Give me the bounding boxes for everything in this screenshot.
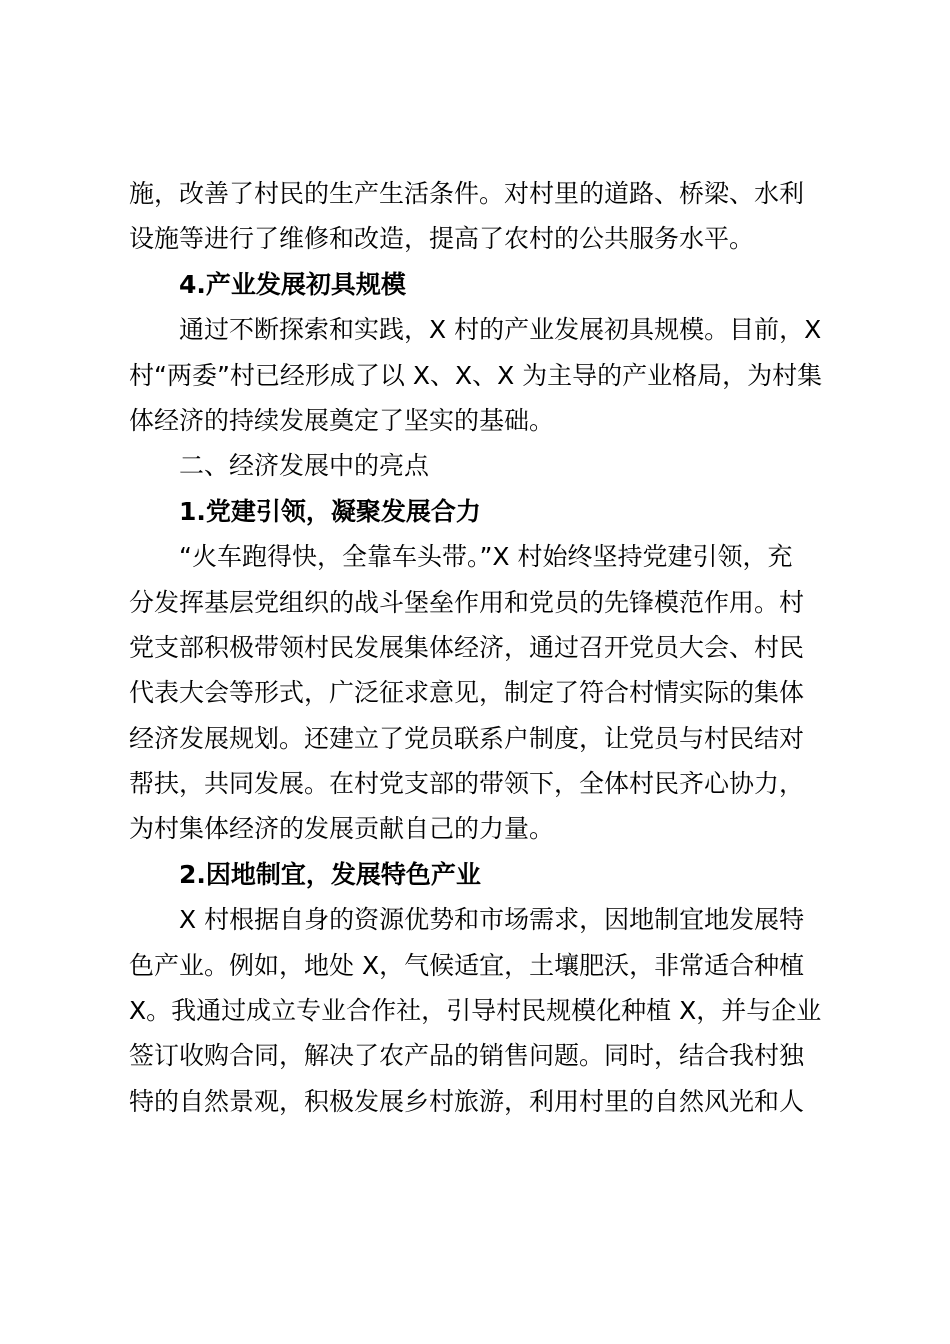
document-body bbox=[129, 171, 829, 1124]
body-line: 帮扶，共同发展。在村党支部的带领下，全体村民齐心协力， bbox=[129, 769, 805, 799]
body-line: 党支部积极带领村民发展集体经济，通过召开党员大会、村民 bbox=[129, 632, 805, 662]
body-line: 施，改善了村民的生产生活条件。对村里的道路、桥梁、水利 bbox=[129, 179, 805, 208]
paragraph-first-line: “火车跑得快，全靠车头带。”X 村始终坚持党建引领，充 bbox=[179, 542, 793, 572]
subheading: 1.党建引领，凝聚发展合力 bbox=[179, 496, 481, 526]
section-heading: 二、经济发展中的亮点 bbox=[179, 451, 430, 481]
body-line: 经济发展规划。还建立了党员联系户制度，让党员与村民结对 bbox=[129, 723, 805, 753]
subheading: 4.产业发展初具规模 bbox=[179, 269, 406, 299]
body-line: X。我通过成立专业合作社，引导村民规模化种植 X，并与企业 bbox=[129, 996, 822, 1026]
paragraph-first-line: 通过不断探索和实践，X 村的产业发展初具规模。目前，X bbox=[179, 315, 822, 345]
body-line: 签订收购合同，解决了农产品的销售问题。同时，结合我村独 bbox=[129, 1041, 805, 1071]
body-line: 为村集体经济的发展贡献自己的力量。 bbox=[129, 814, 555, 844]
subheading: 2.因地制宜，发展特色产业 bbox=[179, 859, 481, 889]
body-line: 代表大会等形式，广泛征求意见，制定了符合村情实际的集体 bbox=[129, 678, 805, 708]
body-line: 分发挥基层党组织的战斗堡垒作用和党员的先锋模范作用。村 bbox=[129, 587, 805, 617]
body-line: 体经济的持续发展奠定了坚实的基础。 bbox=[129, 405, 555, 435]
body-line: 特的自然景观，积极发展乡村旅游，利用村里的自然风光和人 bbox=[129, 1086, 805, 1116]
paragraph-first-line: X 村根据自身的资源优势和市场需求，因地制宜地发展特 bbox=[179, 905, 805, 935]
body-line: 设施等进行了维修和改造，提高了农村的公共服务水平。 bbox=[129, 224, 755, 254]
body-line: 村“两委”村已经形成了以 X、X、X 为主导的产业格局，为村集 bbox=[129, 360, 823, 390]
body-line: 色产业。例如，地处 X，气候适宜，土壤肥沃，非常适合种植 bbox=[129, 950, 805, 980]
